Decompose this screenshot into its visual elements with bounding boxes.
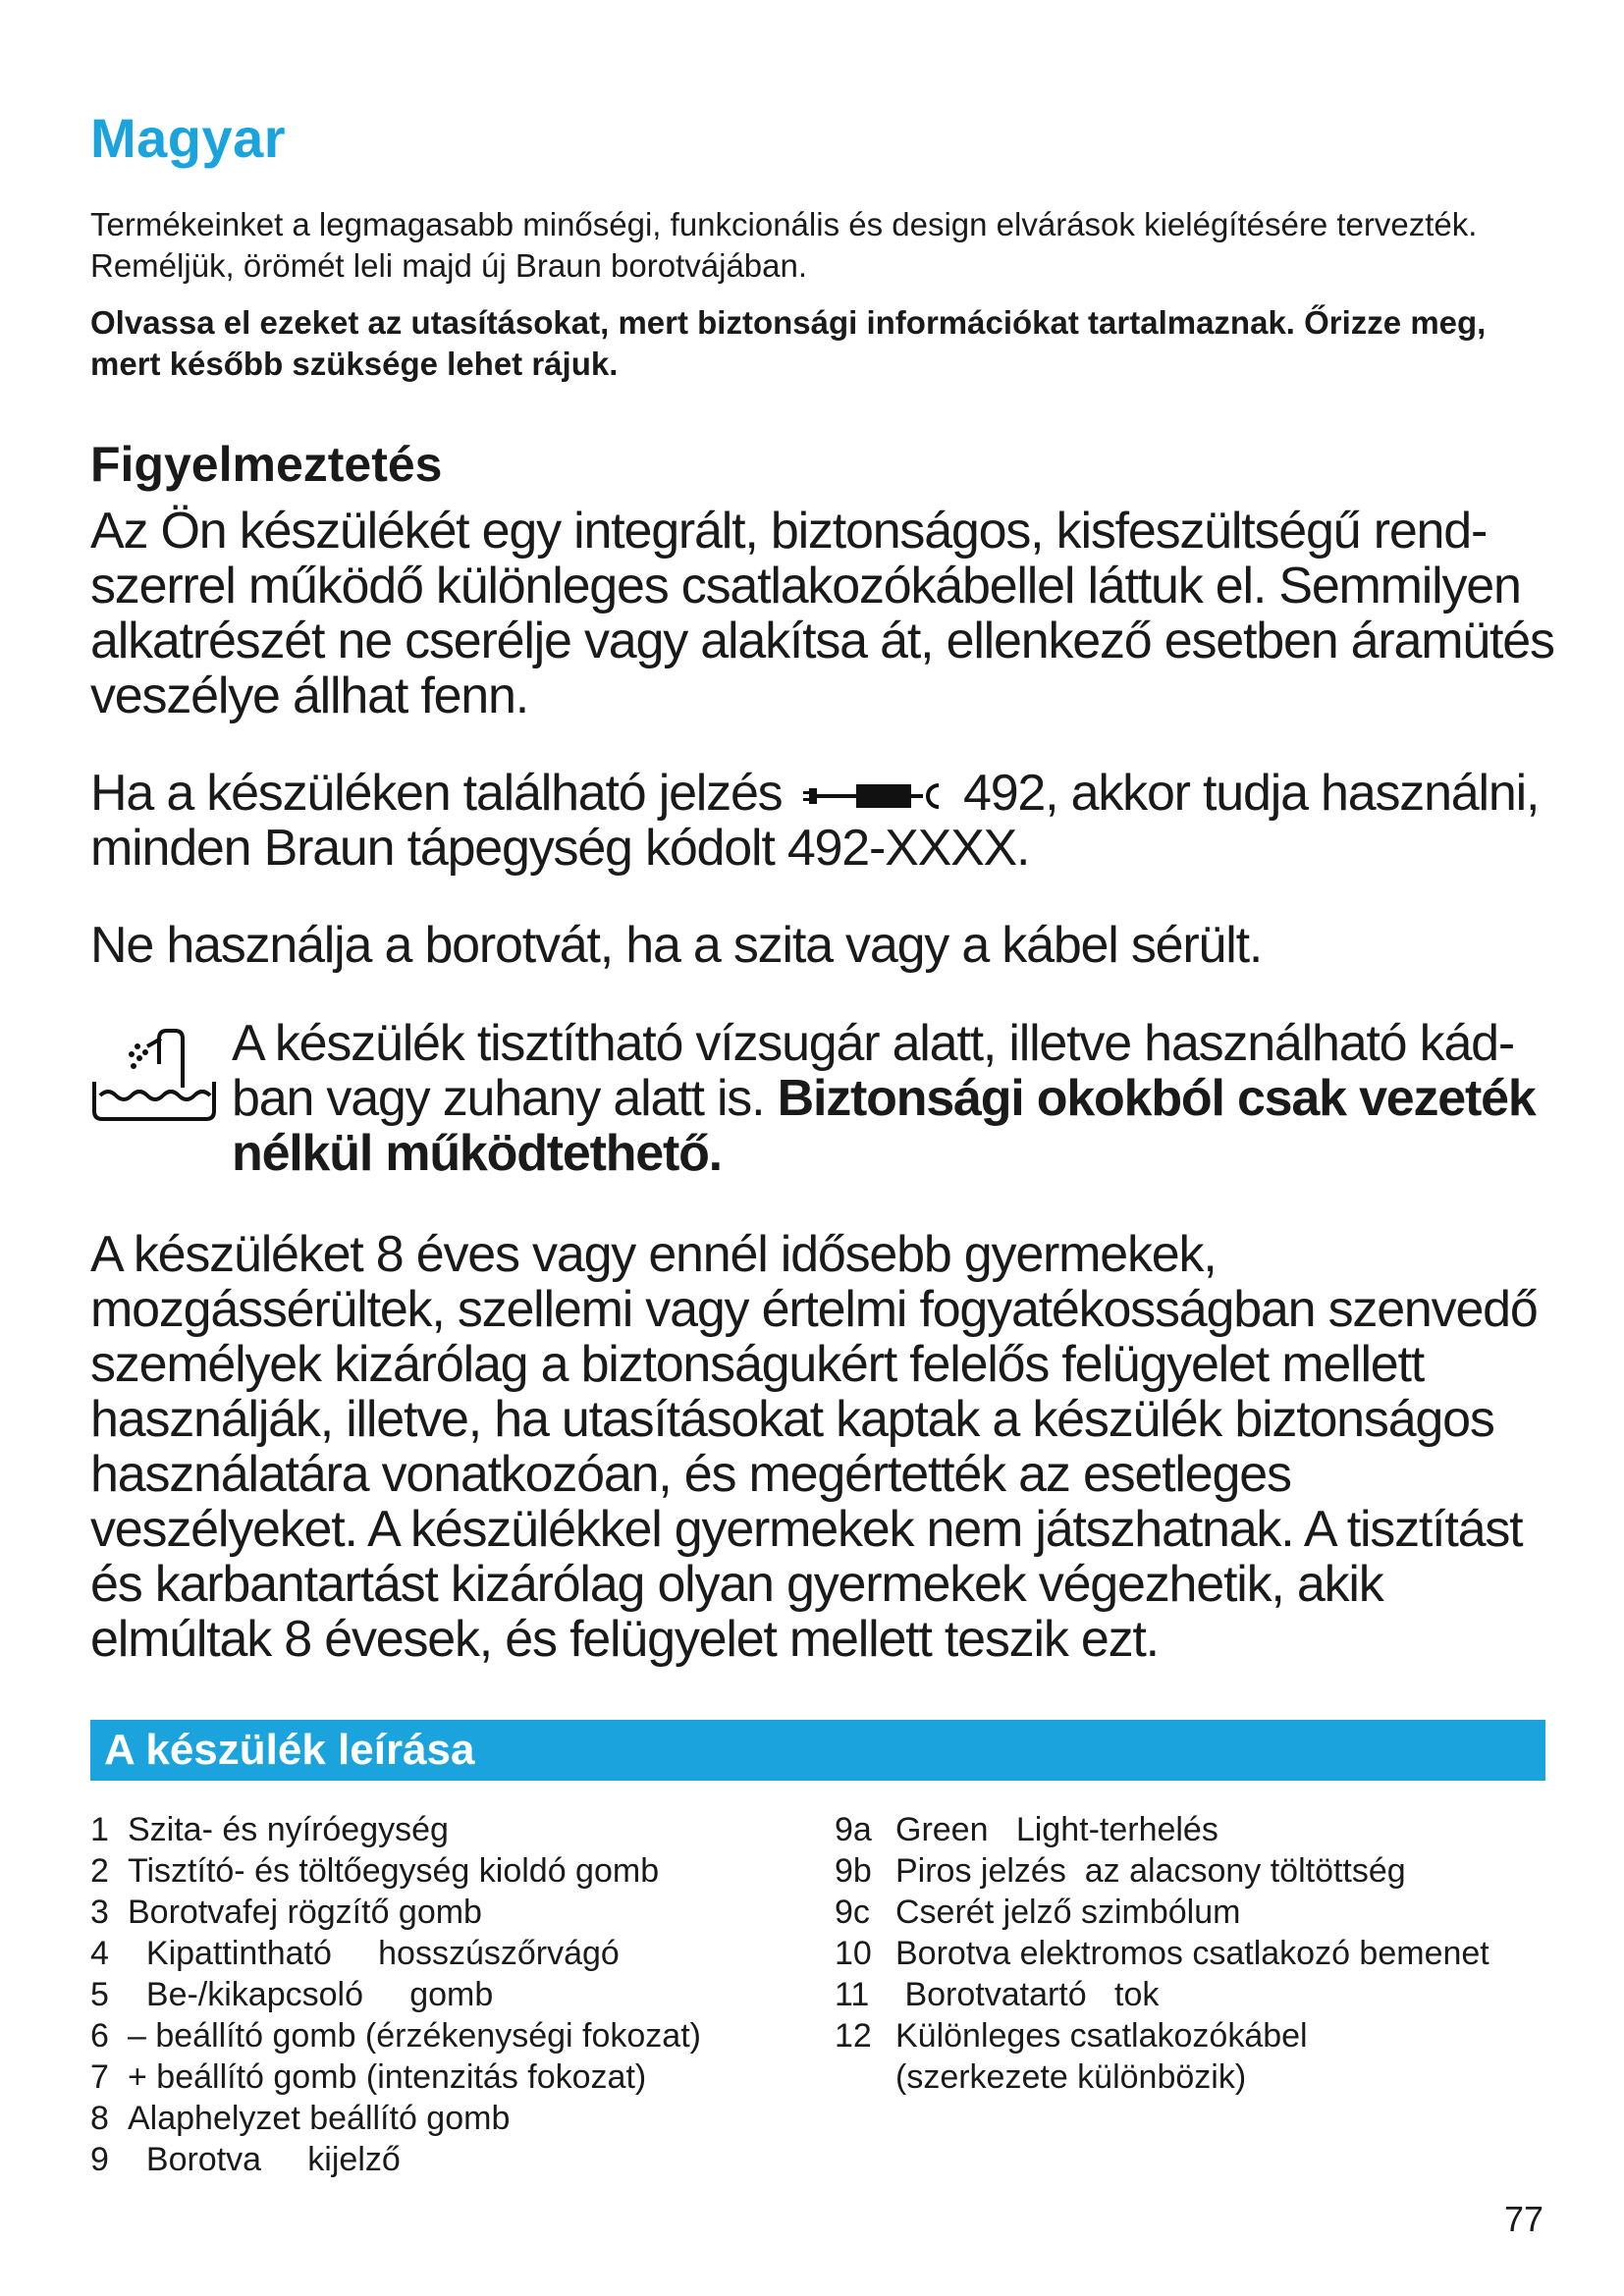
item-text: Be-/kikapcsoló gomb <box>128 1976 494 2013</box>
item-text: Borotva kijelző <box>128 2141 401 2178</box>
item-text: Borotvatartó tok <box>895 1976 1160 2013</box>
list-item <box>90 1850 837 1892</box>
item-number: 11 <box>835 1976 870 2013</box>
page-number: 77 <box>1504 2199 1544 2239</box>
item-number: 9b <box>835 1852 872 1890</box>
item-text: Különleges csatlakozókábel (szerkezete különbözik) <box>895 2017 1308 2096</box>
description-section-header: A készülék leírása <box>90 1720 1545 1781</box>
list-item <box>835 1809 1561 1850</box>
item-number: 4 <box>90 1935 109 1972</box>
item-text: Szita- és nyíróegység <box>128 1811 449 1848</box>
item-number: 9 <box>90 2141 109 2178</box>
shower-bath-icon <box>90 1021 218 1129</box>
list-item <box>835 2015 1561 2098</box>
list-item <box>90 2015 837 2056</box>
water-text-bold: Biztonsági okokból csak vezeték nélkül működtethető. <box>232 1070 1536 1182</box>
list-item <box>90 2056 837 2098</box>
item-number: 8 <box>90 2100 109 2137</box>
item-text: Kipattintható hosszúszőrvágó <box>128 1935 620 1972</box>
warning-paragraph-damaged: Ne használja a borotvát, ha a szita vagy a kábel sérült. <box>90 917 1263 974</box>
list-item <box>90 2098 837 2139</box>
item-text: Borotvafej rögzítő gomb <box>128 1894 482 1931</box>
item-number: 7 <box>90 2058 109 2096</box>
warning-paragraph-water <box>232 1016 1567 1181</box>
intro-bold-text: Olvassa el ezeket az utasításokat, mert biztonsági információkat tartalmaznak. Őrizze meg, mert később szüksége lehet rájuk. <box>90 304 1487 382</box>
list-item <box>90 2139 837 2180</box>
list-item <box>835 1974 1561 2015</box>
parts-list-left <box>90 1809 837 2180</box>
item-text: Borotva elektromos csatlakozó bemenet <box>895 1935 1489 1972</box>
parts-list-right <box>835 1809 1561 2098</box>
warning-paragraph-power-supply <box>90 766 1563 876</box>
item-text: Alaphelyzet beállító gomb <box>128 2100 511 2137</box>
item-text: Cserét jelző szimbólum <box>895 1894 1241 1931</box>
warning-heading: Figyelmeztetés <box>90 437 443 492</box>
list-item <box>835 1892 1561 1933</box>
list-item <box>835 1933 1561 1974</box>
power-supply-text-before: Ha a készüléken található jelzés <box>90 765 783 822</box>
item-text: Piros jelzés az alacsony töltöttség <box>895 1852 1406 1890</box>
list-item <box>90 1933 837 1974</box>
list-item <box>90 1809 837 1850</box>
item-number: 9c <box>835 1894 870 1931</box>
list-item <box>90 1892 837 1933</box>
item-number: 10 <box>835 1935 872 1972</box>
item-number: 1 <box>90 1811 109 1848</box>
item-text: + beállító gomb (intenzitás fokozat) <box>128 2058 647 2096</box>
warning-paragraph-cable: Az Ön készülékét egy integrált, biztonságos, kisfeszültségű rendszerrel működő különleges csatlakozókábellel láttuk el. Semmilyen alkatrészét ne cserélje vagy alakítsa át, ellenkező esetben áramütés veszélye állhat fenn. <box>90 503 1554 724</box>
item-number: 6 <box>90 2017 109 2055</box>
item-text: Green Light-terhelés <box>895 1811 1218 1848</box>
intro-text: Termékeinket a legmagasabb minőségi, funkcionális és design elvárások kielégítésére tervezték. Reméljük, örömét leli majd új Braun borotvájában. <box>90 206 1478 284</box>
item-text: Tisztító- és töltőegység kioldó gomb <box>128 1852 660 1890</box>
list-item <box>90 1974 837 2015</box>
language-title: Magyar <box>90 107 287 169</box>
water-text-regular: A készülék tisztítható vízsugár alatt, illetve használható kádban vagy zuhany alatt is. <box>232 1015 1516 1127</box>
list-item <box>835 1850 1561 1892</box>
item-number: 5 <box>90 1976 109 2013</box>
power-supply-text-after: 492, akkor tudja használni, minden Braun tápegység kódolt 492-XXXX. <box>90 765 1540 877</box>
item-number: 12 <box>835 2017 872 2055</box>
warning-paragraph-children: A készüléket 8 éves vagy ennél idősebb gyermekek, mozgássérültek, szellemi vagy értelmi fogyatékosságban szenvedő személyek kizárólag a biztonságukért felelős felügyelet mellett használják, illetve, ha utasításokat kaptak a készülék biztonságos használatára vonatkozóan, és megértették az esetleges veszélyeket. A készülékkel gyermekek nem játszhatnak. A tisztítást és karbantartást kizárólag olyan gyermekek végezhetik, akik elmúltak 8 évesek, és felügyelet mellett teszik ezt. <box>90 1226 1538 1668</box>
item-number: 9a <box>835 1811 872 1848</box>
item-number: 3 <box>90 1894 109 1931</box>
plug-symbol-icon <box>799 776 947 816</box>
item-text: – beállító gomb (érzékenységi fokozat) <box>128 2017 701 2055</box>
item-number: 2 <box>90 1852 109 1890</box>
